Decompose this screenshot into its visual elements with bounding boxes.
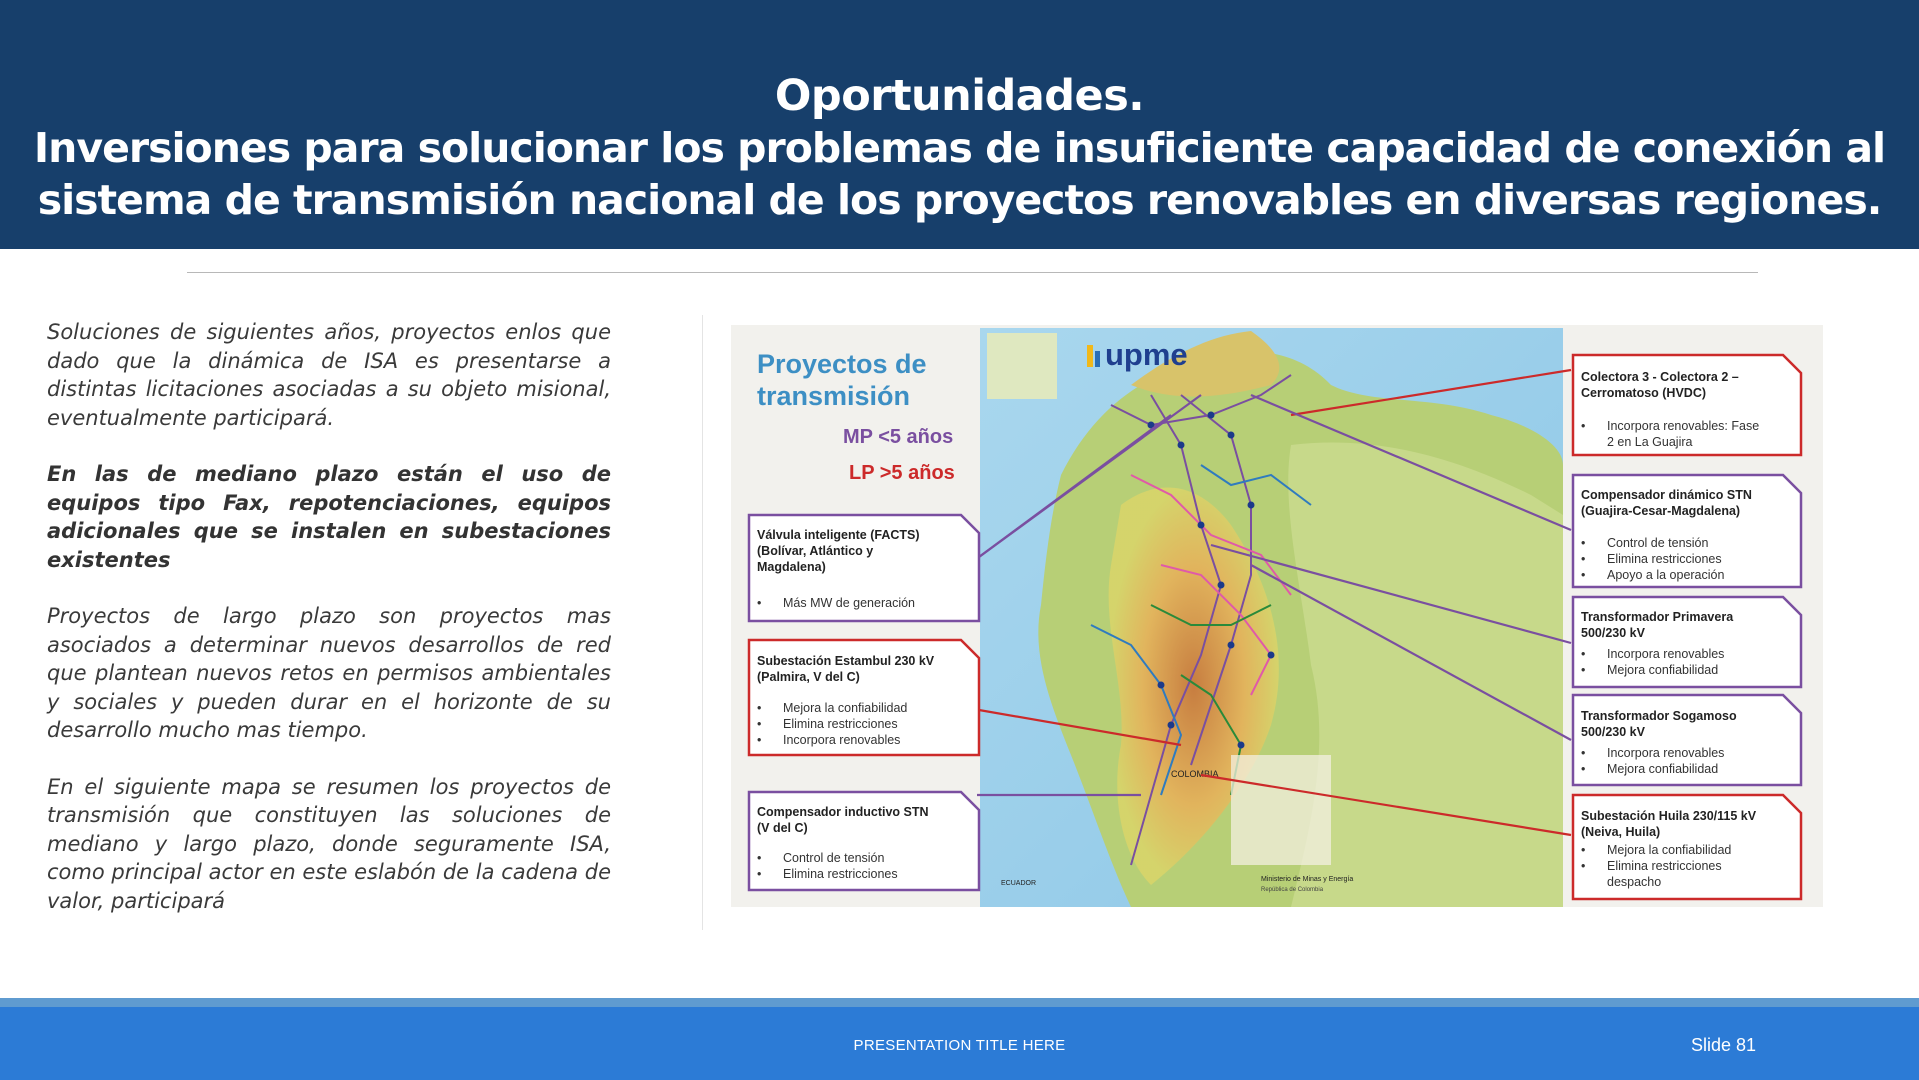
box-title-line: Subestación Huila 230/115 kV [1581, 809, 1757, 823]
box-bullet: Control de tensión [1607, 536, 1709, 550]
ministry-line1: Ministerio de Minas y Energía [1261, 876, 1354, 883]
paragraph-short-term: Soluciones de siguientes años, proyectos enlos que dado que la dinámica de ISA es presentarse a distintas licitaciones asociadas a su objeto misional, eventualmente participará. [47, 320, 611, 430]
box-title-line: (Palmira, V del C) [757, 670, 860, 684]
svg-text:•: • [1581, 647, 1586, 661]
box-dynamic-compensator [1573, 475, 1801, 587]
box-bullet: Más MW de generación [783, 596, 916, 610]
svg-text:•: • [1581, 419, 1586, 433]
box-bullet: Incorpora renovables [1607, 647, 1725, 661]
box-facts-valve [749, 515, 979, 621]
svg-text:•: • [757, 701, 762, 715]
map-title-line2: transmisión [757, 381, 911, 411]
ecuador-label: ECUADOR [1001, 880, 1037, 887]
box-bullet: 2 en La Guajira [1607, 435, 1693, 449]
presentation-title: PRESENTATION TITLE HERE [853, 1037, 1066, 1054]
slide-footer [0, 1007, 1919, 1080]
slide-subtitle-line1: Inversiones para solucionar los problemas de insuficiente capacidad de conexión al [33, 124, 1886, 172]
box-bullet: Mejora la confiabilidad [1607, 843, 1732, 857]
svg-text:•: • [757, 851, 762, 865]
svg-text:•: • [1581, 568, 1586, 582]
box-bullet: Mejora confiabilidad [1607, 663, 1719, 677]
svg-text:•: • [1581, 552, 1586, 566]
box-title-line: Válvula inteligente (FACTS) [757, 528, 920, 542]
country-label: COLOMBIA [1171, 769, 1219, 779]
box-bullet: Incorpora renovables: Fase [1607, 419, 1760, 433]
box-bullet: Incorpora renovables [1607, 746, 1725, 760]
map-lp-label: LP >5 años [849, 462, 955, 484]
svg-text:•: • [757, 596, 762, 610]
transmission-projects-map [731, 325, 1823, 907]
upme-logo-text: upme [1105, 337, 1188, 372]
box-bullet: Incorpora renovables [783, 733, 901, 747]
body-text [47, 318, 611, 943]
ministry-line2: República de Colombia [1261, 887, 1324, 893]
svg-text:•: • [1581, 859, 1586, 873]
box-bullet: Apoyo a la operación [1607, 568, 1725, 582]
box-bullet: despacho [1607, 875, 1662, 889]
box-primavera-transformer [1573, 597, 1801, 687]
box-estambul-substation [749, 640, 979, 755]
box-colectora-hvdc [1573, 355, 1801, 455]
slide-header [0, 0, 1919, 249]
box-title-line: (Guajira-Cesar-Magdalena) [1581, 504, 1741, 518]
box-title-line: Magdalena) [757, 560, 826, 574]
svg-text:•: • [1581, 663, 1586, 677]
slide-subtitle-line2: sistema de transmisión nacional de los proyectos renovables en diversas regiones. [37, 176, 1882, 224]
svg-text:•: • [1581, 536, 1586, 550]
box-bullet: Elimina restricciones [783, 717, 898, 731]
svg-text:•: • [1581, 746, 1586, 760]
box-title-line: Transformador Sogamoso [1581, 709, 1737, 723]
svg-text:•: • [757, 867, 762, 881]
box-title-line: (Neiva, Huila) [1581, 825, 1661, 839]
svg-text:•: • [1581, 843, 1586, 857]
box-sogamoso-transformer [1573, 695, 1801, 785]
paragraph-map-summary: En el siguiente mapa se resumen los proyectos de transmisión que constituyen las soluciones de mediano y largo plazo, donde seguramente ISA, como principal actor en este eslabón de la cadena de valor, participará [47, 774, 611, 913]
paragraph-mid-term: En las de mediano plazo están el uso de equipos tipo Fax, repotenciaciones, equipos adicionales que se instalen en subestaciones existentes [47, 462, 611, 572]
column-divider [702, 315, 703, 930]
box-title-line: Compensador inductivo STN [757, 805, 929, 819]
box-inductive-compensator [749, 792, 979, 890]
map-figure [731, 325, 1823, 907]
box-bullet: Elimina restricciones [783, 867, 898, 881]
box-bullet: Control de tensión [783, 851, 885, 865]
box-huila-substation [1573, 795, 1801, 899]
box-title-line: Colectora 3 - Colectora 2 – [1581, 370, 1739, 384]
box-bullet: Mejora confiabilidad [1607, 762, 1719, 776]
svg-text:•: • [757, 717, 762, 731]
slide-number: Slide 81 [1690, 1035, 1756, 1055]
box-bullet: Elimina restricciones [1607, 859, 1722, 873]
slide-title: Oportunidades. [774, 71, 1145, 121]
map-legend [1231, 755, 1331, 865]
header-divider [187, 272, 1758, 273]
svg-text:•: • [1581, 762, 1586, 776]
box-title-line: Cerromatoso (HVDC) [1581, 386, 1707, 400]
map-title-line1: Proyectos de [757, 349, 927, 379]
box-title-line: (Bolívar, Atlántico y [757, 544, 874, 558]
svg-text:•: • [757, 733, 762, 747]
box-title-line: Compensador dinámico STN [1581, 488, 1752, 502]
box-title-line: 500/230 kV [1581, 626, 1645, 640]
box-title-line: (V del C) [757, 821, 808, 835]
box-bullet: Elimina restricciones [1607, 552, 1722, 566]
box-title-line: 500/230 kV [1581, 725, 1645, 739]
footer-accent-line [0, 998, 1919, 1007]
map-mp-label: MP <5 años [843, 426, 954, 448]
box-title-line: Subestación Estambul 230 kV [757, 654, 935, 668]
box-bullet: Mejora la confiabilidad [783, 701, 908, 715]
box-title-line: Transformador Primavera [1581, 610, 1734, 624]
paragraph-long-term: Proyectos de largo plazo son proyectos mas asociados a determinar nuevos desarrollos de red que plantean nuevos retos en permisos ambientales y sociales y pueden durar en el horizonte de su desarrollo mucho mas tiempo. [47, 604, 611, 742]
